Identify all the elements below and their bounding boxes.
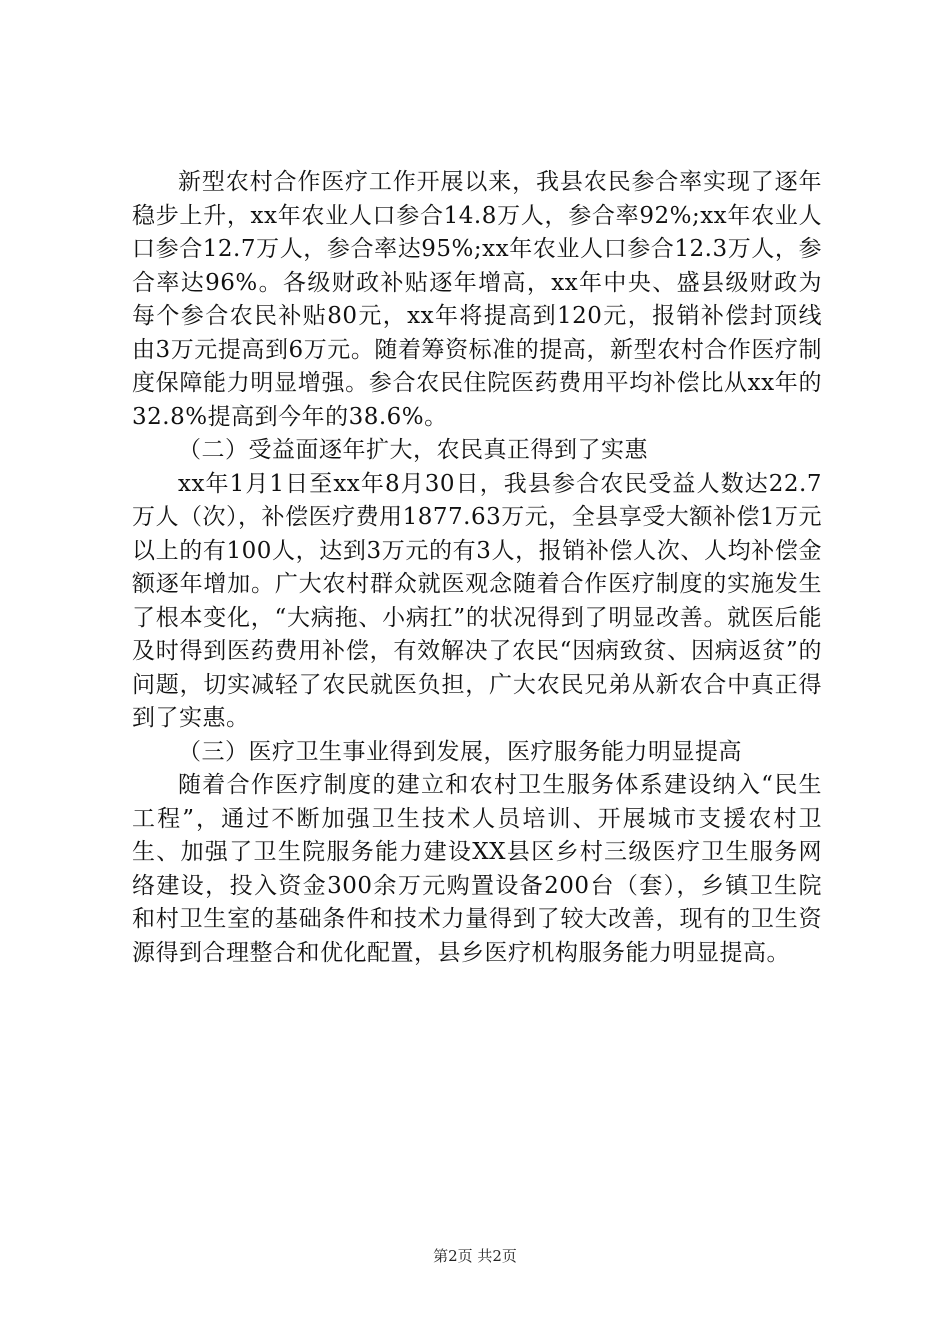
page-number-label: 第2页 共2页 <box>433 1247 517 1265</box>
paragraph-participation-rate: 新型农村合作医疗工作开展以来，我县农民参合率实现了逐年稳步上升，xx年农业人口参合14.8万人，参合率92%;xx年农业人口参合12.7万人，参合率达95%;xx年农业人口参合12.3万人，参合率达96%。各级财政补贴逐年增高，xx年中央、盛县级财政为每个参合农民补贴80元，xx年将提高到120元，报销补偿封顶线由3万元提高到6万元。随着筹资标准的提高，新型农村合作医疗制度保障能力明显增强。参合农民住院医药费用平均补偿比从xx年的32.8%提高到今年的38.6%。 <box>132 169 822 430</box>
section-heading-benefits: （二）受益面逐年扩大，农民真正得到了实惠 <box>178 437 648 463</box>
paragraph-health-services: 随着合作医疗制度的建立和农村卫生服务体系建设纳入“民生工程”，通过不断加强卫生技术人员培训、开展城市支援农村卫生、加强了卫生院服务能力建设XX县区乡村三级医疗卫生服务网络建设，投入资金300余万元购置设备200台（套），乡镇卫生院和村卫生室的基础条件和技术力量得到了较大改善，现有的卫生资源得到合理整合和优化配置，县乡医疗机构服务能力明显提高。 <box>132 772 822 966</box>
page-footer <box>0 1245 950 1266</box>
document-body <box>132 166 822 970</box>
paragraph-beneficiaries: xx年1月1日至xx年8月30日，我县参合农民受益人数达22.7万人（次），补偿医疗费用1877.63万元，全县享受大额补偿1万元以上的有100人，达到3万元的有3人，报销补偿人次、人均补偿金额逐年增加。广大农村群众就医观念随着合作医疗制度的实施发生了根本变化，“大病拖、小病扛”的状况得到了明显改善。就医后能及时得到医药费用补偿，有效解决了农民“因病致贫、因病返贫”的问题，切实减轻了农民就医负担，广大农民兄弟从新农合中真正得到了实惠。 <box>132 470 822 731</box>
section-heading-health-services: （三）医疗卫生事业得到发展，医疗服务能力明显提高 <box>178 738 742 765</box>
